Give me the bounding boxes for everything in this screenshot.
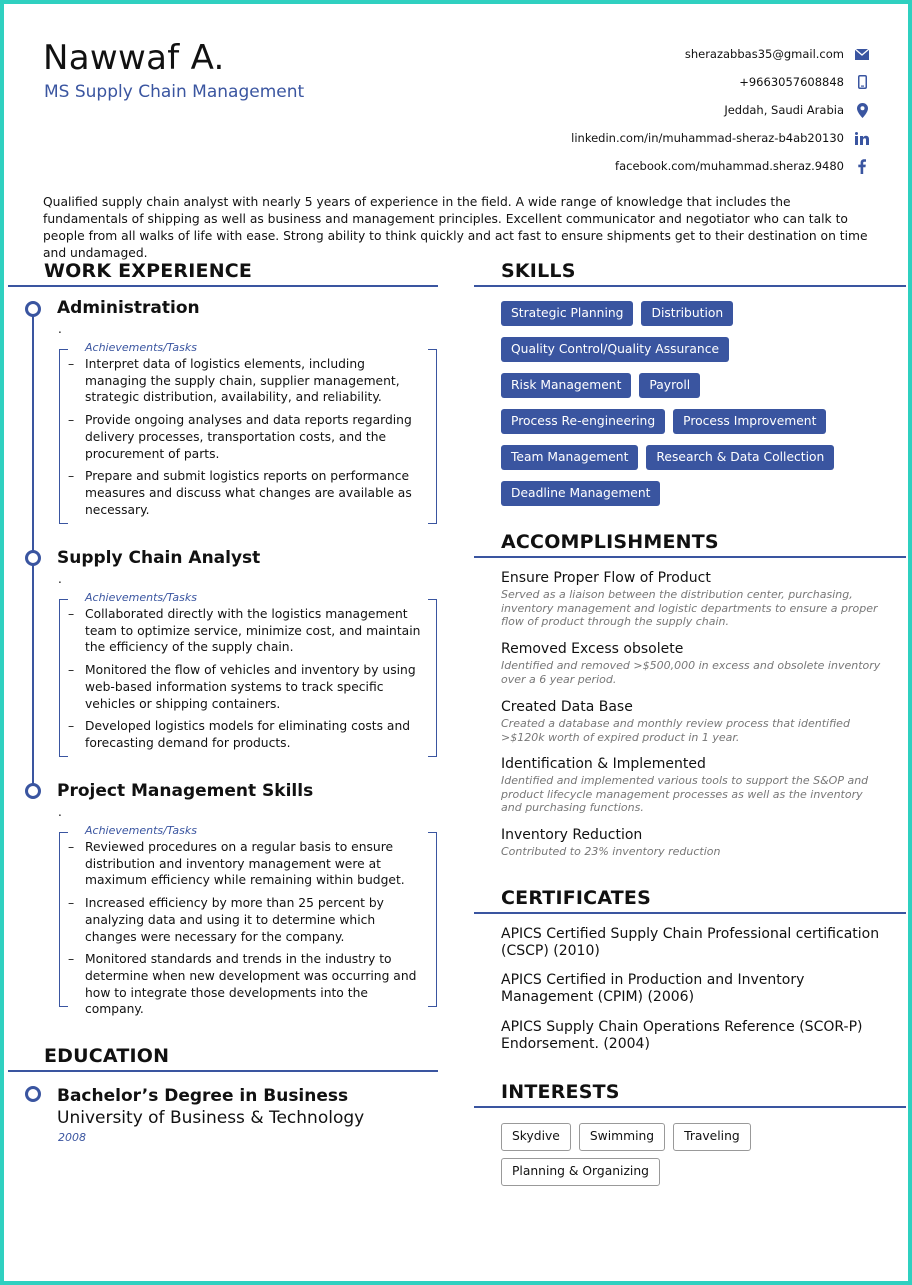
education-heading: EDUCATION	[44, 1045, 170, 1067]
work-experience-divider	[8, 285, 438, 287]
task-bullet: – Provide ongoing analyses and data reports regarding delivery processes, transportation costs, and the procurement of parts.	[68, 412, 428, 462]
job-tasks-box	[59, 341, 437, 524]
task-bullet: – Developed logistics models for eliminating costs and forecasting demand for products.	[68, 718, 428, 751]
accomplishments-heading: ACCOMPLISHMENTS	[501, 531, 719, 553]
skill-tag: Process Re-engineering	[501, 409, 665, 434]
contact-linkedin[interactable]	[450, 124, 870, 152]
job-tasks-box	[59, 591, 437, 757]
skills-divider	[474, 285, 906, 287]
task-bullet: – Prepare and submit logistics reports on performance measures and discuss what changes are available as necessary.	[68, 468, 428, 518]
job-title: Administration	[57, 298, 200, 318]
accomplishment-desc: Created a database and monthly review process that identified >$120k worth of expired product in 1 year.	[501, 717, 850, 744]
accomplishment-item	[501, 827, 881, 859]
contact-facebook-text: facebook.com/muhammad.sheraz.9480	[615, 159, 844, 173]
task-bullet: – Monitored the flow of vehicles and inventory by using web-based information systems to track specific vehicles or shipping containers.	[68, 662, 428, 712]
job-subtitle: .	[58, 805, 62, 819]
candidate-title: MS Supply Chain Management	[44, 82, 305, 102]
accomplishment-item	[501, 756, 881, 815]
phone-icon	[854, 74, 870, 90]
certificate-item: APICS Certified in Production and Inventory Management (CPIM) (2006)	[501, 972, 805, 1005]
education-divider	[8, 1070, 438, 1072]
work-experience-heading: WORK EXPERIENCE	[44, 260, 253, 282]
timeline-dot	[25, 783, 41, 799]
envelope-icon	[854, 46, 870, 62]
job-subtitle: .	[58, 572, 62, 586]
skill-tag: Distribution	[641, 301, 733, 326]
summary-paragraph: Qualified supply chain analyst with nearly 5 years of experience in the field. A wide range of knowledge that includes the fundamentals of shipping as well as business and management principles. Excellent communicator and negotiator who can talk to people from all walks of life with ease. Strong ability to think quickly and act fast to ensure shipments get to their destination on time and undamaged.	[43, 195, 868, 260]
education-school: University of Business & Technology	[57, 1108, 365, 1128]
task-bullet: – Reviewed procedures on a regular basis to ensure distribution and inventory management were at maximum efficiency while remaining within budget.	[68, 839, 428, 889]
task-bullet: – Increased efficiency by more than 25 percent by analyzing data and using it to determine which changes were necessary for the company.	[68, 895, 428, 945]
skill-tag: Team Management	[501, 445, 638, 470]
contact-phone[interactable]	[450, 68, 870, 96]
task-bullet: – Collaborated directly with the logistics management team to optimize service, minimize cost, and maintain the efficiency of the supply chain.	[68, 606, 428, 656]
contact-location	[450, 96, 870, 124]
job-subtitle: .	[58, 322, 62, 336]
accomplishment-title: Removed Excess obsolete	[501, 641, 684, 657]
certificate-item: APICS Supply Chain Operations Reference (SCOR-P) Endorsement. (2004)	[501, 1019, 863, 1052]
skill-tag: Payroll	[639, 373, 700, 398]
timeline-dot	[25, 301, 41, 317]
contact-email-text: sherazabbas35@gmail.com	[684, 47, 844, 61]
resume-page	[4, 4, 908, 1281]
contact-location-text: Jeddah, Saudi Arabia	[724, 103, 844, 117]
contact-email[interactable]	[450, 40, 870, 68]
education-year: 2008	[58, 1131, 86, 1144]
skills-list	[501, 301, 881, 517]
skills-heading: SKILLS	[501, 260, 576, 282]
skill-tag: Research & Data Collection	[646, 445, 834, 470]
interest-tag: Swimming	[579, 1123, 665, 1151]
contact-facebook[interactable]	[450, 152, 870, 180]
accomplishment-desc: Identified and implemented various tools to support the S&OP and product lifecycle management processes as well as the inventory and purchasing functions.	[501, 774, 869, 814]
certificates-divider	[474, 912, 906, 914]
skill-tag: Process Improvement	[673, 409, 826, 434]
accomplishment-title: Created Data Base	[501, 699, 633, 715]
accomplishment-title: Inventory Reduction	[501, 827, 643, 843]
interests-divider	[474, 1106, 906, 1108]
linkedin-icon	[854, 130, 870, 146]
interests-heading: INTERESTS	[501, 1081, 620, 1103]
accomplishment-item	[501, 699, 881, 744]
task-bullet: – Monitored standards and trends in the industry to determine when new development was occurring and how to integrate those developments into the company.	[68, 951, 428, 1018]
accomplishment-item	[501, 641, 881, 686]
skill-tag: Quality Control/Quality Assurance	[501, 337, 729, 362]
facebook-icon	[854, 158, 870, 174]
skill-tag: Strategic Planning	[501, 301, 633, 326]
location-pin-icon	[854, 102, 870, 118]
certificates-heading: CERTIFICATES	[501, 887, 651, 909]
accomplishment-title: Ensure Proper Flow of Product	[501, 570, 711, 586]
skill-tag: Risk Management	[501, 373, 631, 398]
contact-list	[450, 40, 870, 180]
task-bullet: – Interpret data of logistics elements, including managing the supply chain, supplier management, strategic distribution, availability, and reliability.	[68, 356, 428, 406]
job-title: Supply Chain Analyst	[57, 548, 261, 568]
achievements-label: Achievements/Tasks	[85, 341, 197, 354]
work-timeline-line	[32, 309, 34, 787]
accomplishment-desc: Contributed to 23% inventory reduction	[501, 845, 721, 858]
certificate-item: APICS Certified Supply Chain Professional certification (CSCP) (2010)	[501, 926, 880, 959]
accomplishment-desc: Served as a liaison between the distribution center, purchasing, inventory management and logistic departments to ensure a proper flow of product through the supply chain.	[501, 588, 878, 628]
job-title: Project Management Skills	[57, 781, 314, 801]
skill-tag: Deadline Management	[501, 481, 660, 506]
contact-phone-text: +9663057608848	[739, 75, 844, 89]
candidate-name: Nawwaf A.	[43, 38, 225, 78]
achievements-label: Achievements/Tasks	[85, 591, 197, 604]
interests-list	[501, 1123, 881, 1193]
interest-tag: Traveling	[673, 1123, 751, 1151]
education-degree: Bachelor’s Degree in Business	[57, 1086, 349, 1106]
interest-tag: Planning & Organizing	[501, 1158, 660, 1186]
accomplishment-item	[501, 570, 881, 629]
interest-tag: Skydive	[501, 1123, 571, 1151]
accomplishment-desc: Identified and removed >$500,000 in excess and obsolete inventory over a 6 year period.	[501, 659, 881, 686]
timeline-dot	[25, 550, 41, 566]
job-tasks-box	[59, 824, 437, 1017]
achievements-label: Achievements/Tasks	[85, 824, 197, 837]
accomplishments-divider	[474, 556, 906, 558]
timeline-dot	[25, 1086, 41, 1102]
contact-linkedin-text: linkedin.com/in/muhammad-sheraz-b4ab20130	[571, 131, 844, 145]
accomplishment-title: Identification & Implemented	[501, 756, 706, 772]
